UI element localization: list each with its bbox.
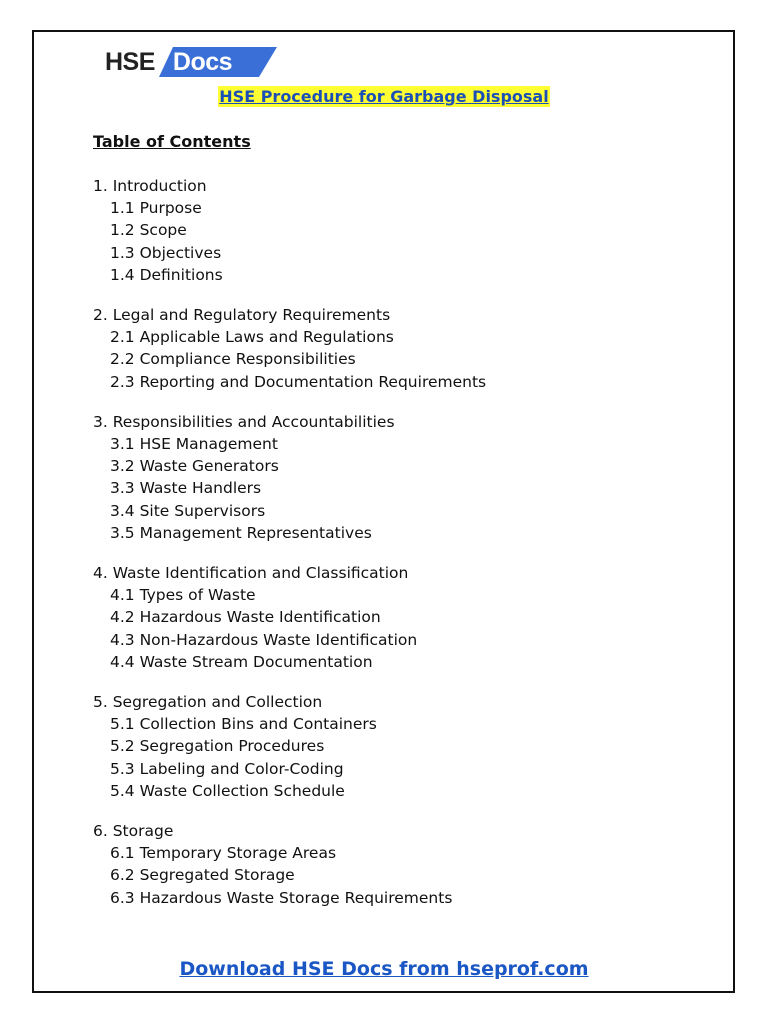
toc-subsection-item[interactable]: 3.3 Waste Handlers (110, 479, 262, 498)
toc-section (93, 562, 486, 673)
toc-subsection-item[interactable]: 3.2 Waste Generators (110, 457, 279, 476)
document-title-wrap (0, 86, 768, 108)
toc-subsection-item[interactable]: 2.1 Applicable Laws and Regulations (110, 328, 394, 347)
toc-section (93, 411, 486, 544)
toc-subsection-item[interactable]: 5.3 Labeling and Color-Coding (110, 759, 344, 778)
toc-subsection-item[interactable]: 3.5 Management Representatives (110, 523, 372, 542)
toc-subsection-item[interactable]: 1.4 Definitions (110, 265, 223, 284)
logo-docs-badge (159, 47, 277, 77)
toc-section-heading[interactable]: 4. Waste Identification and Classification (93, 564, 409, 583)
toc-subsection-item[interactable]: 2.3 Reporting and Documentation Requirements (110, 372, 487, 391)
logo-docs-text: Docs (172, 48, 233, 76)
toc-heading: Table of Contents (93, 132, 251, 151)
toc-subsection-item[interactable]: 5.1 Collection Bins and Containers (110, 715, 377, 734)
toc-section-heading[interactable]: 3. Responsibilities and Accountabilities (93, 412, 395, 431)
toc-subsection-item[interactable]: 6.3 Hazardous Waste Storage Requirements (110, 888, 453, 907)
toc-section-heading[interactable]: 1. Introduction (93, 177, 207, 195)
toc-subsection-item[interactable]: 4.4 Waste Stream Documentation (110, 652, 373, 671)
toc-section-heading[interactable]: 5. Segregation and Collection (93, 693, 323, 712)
download-link[interactable]: Download HSE Docs from hseprof.com (179, 958, 589, 980)
table-of-contents (93, 175, 486, 927)
toc-subsection-item[interactable]: 5.4 Waste Collection Schedule (110, 781, 345, 800)
toc-subsection-item[interactable]: 6.2 Segregated Storage (110, 866, 295, 885)
toc-subsection-item[interactable]: 2.2 Compliance Responsibilities (110, 350, 356, 369)
toc-section (93, 175, 486, 286)
toc-section-heading[interactable]: 6. Storage (93, 822, 174, 841)
toc-subsection-item[interactable]: 1.2 Scope (110, 221, 187, 240)
toc-section (93, 691, 486, 802)
toc-section (93, 820, 486, 909)
toc-subsection-item[interactable]: 6.1 Temporary Storage Areas (110, 844, 337, 863)
toc-subsection-item[interactable]: 5.2 Segregation Procedures (110, 737, 325, 756)
toc-section (93, 304, 486, 393)
toc-subsection-item[interactable]: 4.2 Hazardous Waste Identification (110, 608, 381, 627)
document-title[interactable]: HSE Procedure for Garbage Disposal (219, 87, 549, 106)
toc-section-heading[interactable]: 2. Legal and Regulatory Requirements (93, 306, 391, 325)
logo-hse-text: HSE (105, 48, 155, 76)
toc-subsection-item[interactable]: 1.1 Purpose (110, 199, 202, 218)
toc-subsection-item[interactable]: 1.3 Objectives (110, 243, 222, 262)
hse-docs-logo (105, 46, 277, 78)
toc-subsection-item[interactable]: 4.1 Types of Waste (110, 586, 256, 605)
toc-subsection-item[interactable]: 4.3 Non-Hazardous Waste Identification (110, 630, 418, 649)
toc-subsection-item[interactable]: 3.4 Site Supervisors (110, 501, 266, 520)
toc-subsection-item[interactable]: 3.1 HSE Management (110, 435, 278, 454)
